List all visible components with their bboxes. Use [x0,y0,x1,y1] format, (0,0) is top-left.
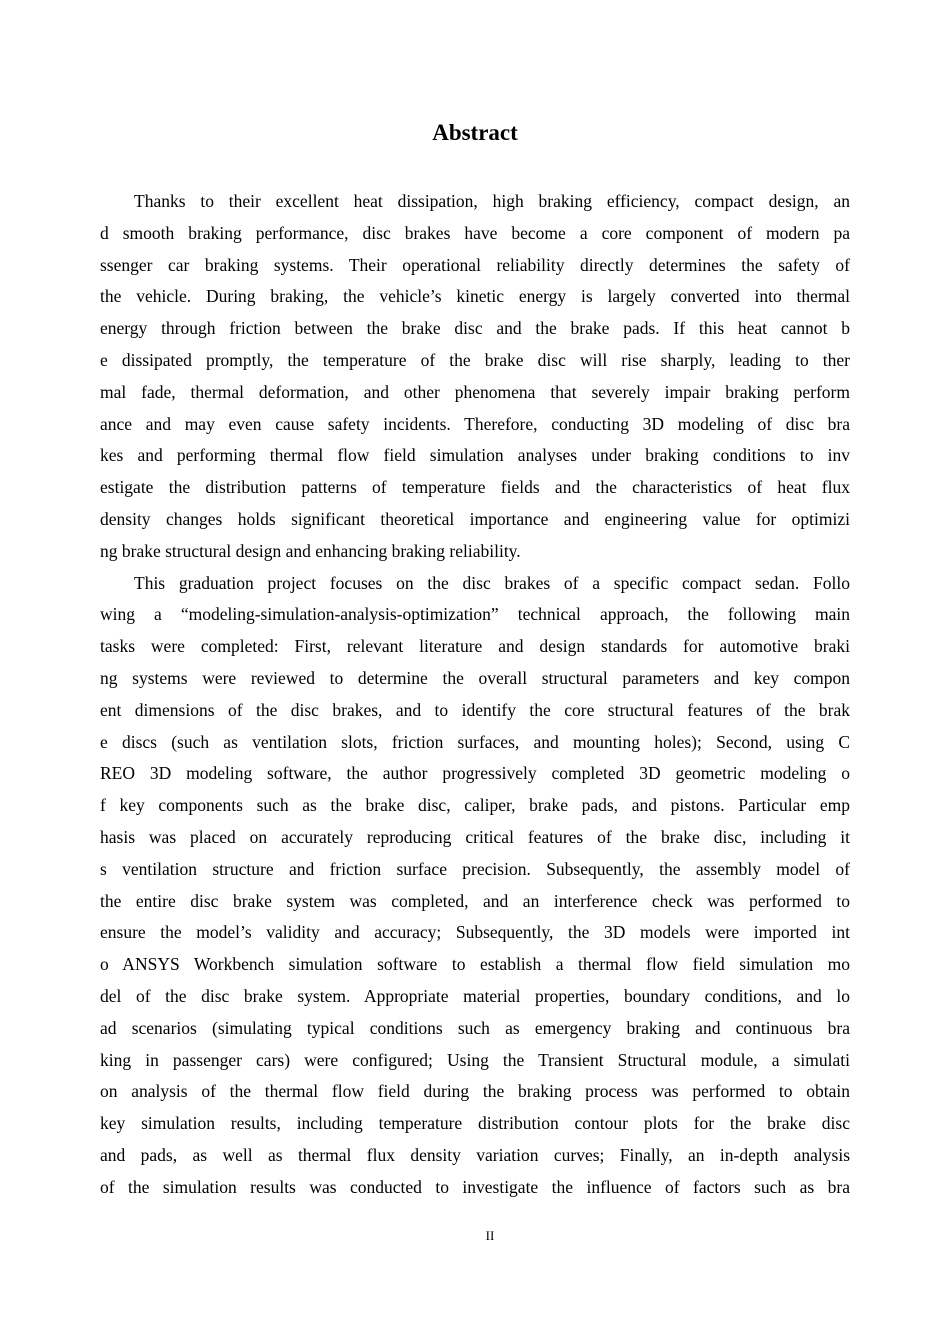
page-number: II [485,1228,495,1243]
text-line: key simulation results, including temperature distribution contour plots for the brake disc [100,1113,850,1134]
text-line: ng brake structural design and enhancing braking reliability. [100,540,521,561]
text-line: on analysis of the thermal flow field during the braking process was performed to obtain [100,1081,850,1102]
text-line: e discs (such as ventilation slots, friction surfaces, and mounting holes); Second, using C [100,731,850,752]
text-line: ssenger car braking systems. Their operational reliability directly determines the safety of [100,254,850,275]
text-line: del of the disc brake system. Appropriate material properties, boundary conditions, and lo [100,985,850,1006]
text-line: estigate the distribution patterns of temperature fields and the characteristics of heat flux [100,477,850,498]
text-line: ance and may even cause safety incidents. Therefore, conducting 3D modeling of disc bra [100,413,850,434]
text-line: ad scenarios (simulating typical conditions such as emergency braking and continuous bra [100,1017,850,1038]
text-line: f key components such as the brake disc, caliper, brake pads, and pistons. Particular emp [100,795,850,816]
text-line: and pads, as well as thermal flux density variation curves; Finally, an in-depth analysis [100,1144,850,1165]
text-line: hasis was placed on accurately reproducing critical features of the brake disc, including it [100,826,850,847]
text-line: wing a “modeling-simulation-analysis-optimization” technical approach, the following main [100,604,850,625]
paragraph-1 [100,186,850,568]
text-line: the entire disc brake system was completed, and an interference check was performed to [100,890,850,911]
text-line: Thanks to their excellent heat dissipation, high braking efficiency, compact design, an [134,191,850,211]
text-line: king in passenger cars) were configured; Using the Transient Structural module, a simulati [100,1049,850,1070]
text-line: energy through friction between the brake disc and the brake pads. If this heat cannot b [100,318,850,339]
text-line: d smooth braking performance, disc brakes have become a core component of modern pa [100,222,850,243]
text-line: REO 3D modeling software, the author progressively completed 3D geometric modeling o [100,763,850,784]
text-line: This graduation project focuses on the disc brakes of a specific compact sedan. Follo [134,572,850,593]
abstract-title: Abstract [432,120,518,145]
paragraph-2 [100,568,850,1204]
text-line: the vehicle. During braking, the vehicle’s kinetic energy is largely converted into thermal [100,286,850,307]
text-line: kes and performing thermal flow field simulation analyses under braking conditions to inv [100,445,850,466]
text-line: density changes holds significant theoretical importance and engineering value for optimizi [100,508,850,529]
abstract-body [100,186,850,1204]
text-line: ent dimensions of the disc brakes, and to identify the core structural features of the brak [100,699,850,720]
text-line: ng systems were reviewed to determine the overall structural parameters and key compon [100,667,850,688]
text-line: tasks were completed: First, relevant literature and design standards for automotive braki [100,636,850,657]
text-line: of the simulation results was conducted to investigate the influence of factors such as bra [100,1176,850,1197]
text-line: s ventilation structure and friction surface precision. Subsequently, the assembly model of [100,858,850,879]
text-line: ensure the model’s validity and accuracy; Subsequently, the 3D models were imported int [100,922,850,943]
text-line: o ANSYS Workbench simulation software to establish a thermal flow field simulation mo [100,954,850,975]
text-line: e dissipated promptly, the temperature of the brake disc will rise sharply, leading to ther [100,349,850,370]
text-line: mal fade, thermal deformation, and other phenomena that severely impair braking perform [100,381,850,402]
